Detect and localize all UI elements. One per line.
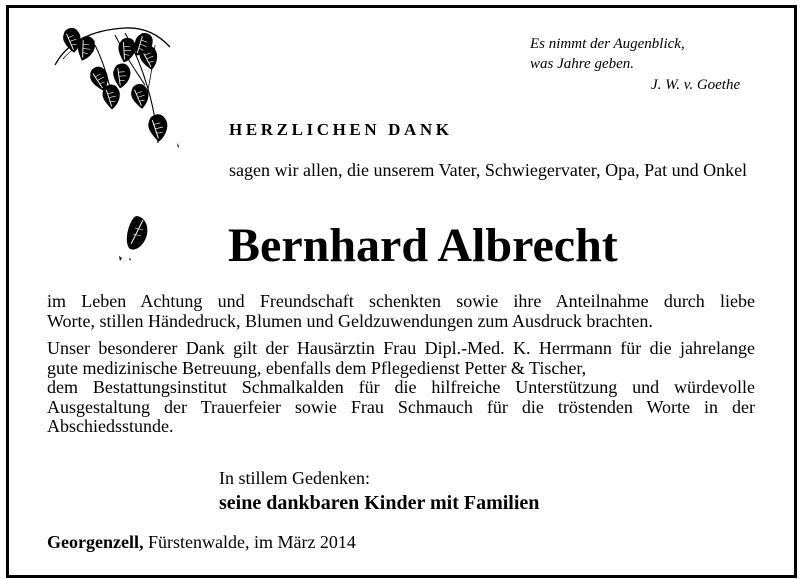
goethe-quote	[530, 34, 685, 74]
place-date-rest: Fürstenwalde, im März 2014	[143, 532, 356, 552]
signature-line: seine dankbaren Kinder mit Familien	[219, 492, 540, 514]
intro-text: sagen wir allen, die unserem Vater, Schwiegervater, Opa, Pat und Onkel	[229, 160, 748, 180]
quote-line-1: Es nimmt der Augenblick,	[530, 36, 685, 52]
thanks-paragraph-1	[47, 292, 755, 331]
notice-heading: HERZLICHEN DANK	[229, 120, 453, 139]
remembrance-line: In stillem Gedenken:	[219, 468, 370, 488]
birch-branch-illustration	[55, 25, 195, 175]
paragraph-1-line: im Leben Achtung und Freundschaft schenkten sowie ihre Anteilnahme durch liebe	[47, 291, 755, 311]
quote-author: J. W. v. Goethe	[651, 77, 741, 93]
thanks-paragraph-2	[47, 339, 755, 437]
paragraph-2-line: gute medizinische Betreuung, ebenfalls dem Pflegedienst Petter & Tischer,	[47, 357, 587, 378]
paragraph-2-line: Unser besonderer Dank gilt der Hausärztin Frau Dipl.-Med. K. Herrmann für die jahrelange	[47, 338, 755, 358]
town-name: Georgenzell,	[47, 532, 144, 552]
place-date-line	[47, 532, 356, 553]
paragraph-2-line: Ausgestaltung der Trauerfeier sowie Frau Schmauch für die tröstenden Worte in der	[47, 396, 755, 417]
paragraph-1-line: Worte, stillen Händedruck, Blumen und Geldzuwendungen zum Ausdruck brachten.	[47, 310, 653, 331]
deceased-name: Bernhard Albrecht	[228, 219, 618, 272]
paragraph-2-line: dem Bestattungsinstitut Schmalkalden für die hilfreiche Unterstützung und würdevolle	[47, 377, 755, 397]
paragraph-2-line: Abschiedsstunde.	[47, 416, 174, 436]
falling-leaf-illustration	[115, 212, 160, 267]
quote-line-2: was Jahre geben.	[530, 56, 635, 72]
